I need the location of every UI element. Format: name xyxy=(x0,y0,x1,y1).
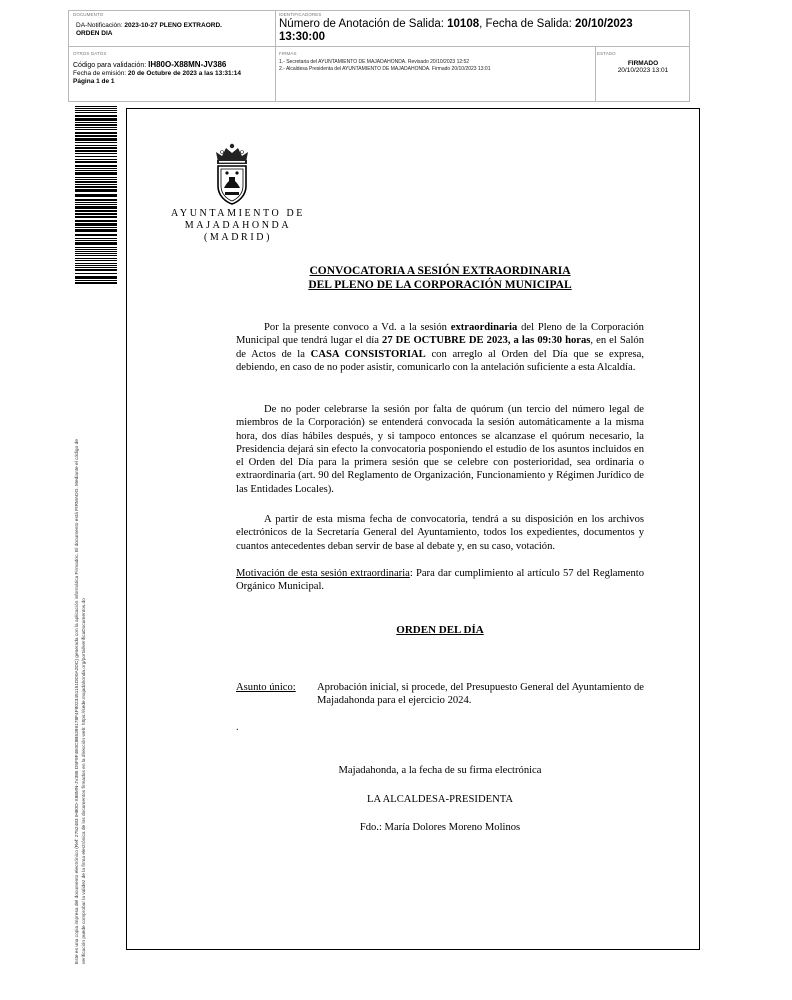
anotacion-fecha: 20/10/2023 xyxy=(575,18,633,30)
identificadores-label: IDENTIFICADORES xyxy=(279,12,322,17)
documento-value: 2023-10-27 PLENO EXTRAORD. xyxy=(124,22,222,29)
estado-status: FIRMADO xyxy=(627,60,659,67)
p1-text-c: del Pleno de la Corporación Municipal que tendrá lugar el día xyxy=(236,322,644,347)
asunto-text: Aprobación inicial, si procede, del Presupuesto General del Ayuntamiento de Majadahonda para el ejercicio 2024. xyxy=(317,682,644,707)
otros-datos-label: OTROS DATOS xyxy=(73,51,107,56)
stray-dot: . xyxy=(236,722,239,733)
firmas-label: FIRMAS xyxy=(279,51,297,56)
title-line-1: CONVOCATORIA A SESIÓN EXTRAORDINARIA xyxy=(309,265,571,277)
otros-datos-cell xyxy=(73,51,273,101)
documento-cell xyxy=(73,12,273,45)
letterhead-line-3: (MADRID) xyxy=(203,232,273,243)
anotacion-hora: 13:30:00 xyxy=(279,30,326,43)
firma-2: 2.- Alcaldesa Presidenta del AYUNTAMIENTO DE MAJADAHONDA. Firmado 20/10/2023 13:01 xyxy=(279,65,491,72)
anotacion-prefix: Número de Anotación de Salida: xyxy=(279,18,448,30)
verification-line-2[interactable]: verificación puede comprobar la validez de la firma electrónica de los documentos firmados en la dirección web: https://sede.majadahonda.org/portal/verificaDocumentos.do xyxy=(82,598,87,964)
p1-text-a: Por la presente convoco a Vd. a la sesión xyxy=(264,322,451,333)
document-title xyxy=(236,264,644,292)
document-metadata-header xyxy=(68,10,690,102)
paragraph-convocatoria xyxy=(236,321,644,374)
letterhead-line-1: AYUNTAMIENTO DE xyxy=(170,208,306,219)
estado-label: ESTADO xyxy=(597,51,616,56)
p1-lugar: CASA CONSISTORIAL xyxy=(310,348,426,360)
documento-line2: ORDEN DIA xyxy=(76,30,113,37)
closing-role: LA ALCALDESA-PRESIDENTA xyxy=(367,794,513,805)
p1-text-g: con arreglo al Orden del Día que se expresa, debiendo, en caso de no poder asistir, comunicarlo con la antelación suficiente a esta Alcaldía. xyxy=(236,348,644,373)
estado-date: 20/10/2023 13:01 xyxy=(617,67,669,74)
p1-text-e: , en el Salón de Actos de la xyxy=(236,335,644,360)
title-line-2: DEL PLENO DE LA CORPORACIÓN MUNICIPAL xyxy=(308,279,572,291)
verification-side-text xyxy=(74,294,88,964)
closing-place: Majadahonda, a la fecha de su firma electrónica xyxy=(338,765,542,776)
paragraph-expedientes: A partir de esta misma fecha de convocatoria, tendrá a su disposición en los archivos electrónicos de la Secretaría General del Ayuntamiento, todos los expedientes, documentos y cuantos antecedentes deban servir de base al debate y, en su caso, votación. xyxy=(236,514,644,552)
orden-del-dia-heading: ORDEN DEL DÍA xyxy=(396,624,484,636)
documento-label: DOCUMENTO xyxy=(73,12,104,17)
letterhead-line-2: MAJADAHONDA xyxy=(184,220,292,231)
codigo-prefix: Código para validación: xyxy=(73,62,149,69)
p1-fecha-hora: 27 DE OCTUBRE DE 2023, a las 09:30 horas xyxy=(382,335,591,347)
motivacion-text: : Para dar cumplimiento al artículo 57 del Reglamento Orgánico Municipal. xyxy=(236,568,644,593)
anotacion-middle: , Fecha de Salida: xyxy=(479,18,576,30)
estado-cell xyxy=(597,51,689,101)
closing-signer: Fdo.: María Dolores Moreno Molinos xyxy=(359,822,521,833)
motivacion-label: Motivación de esta sesión extraordinaria xyxy=(236,568,410,579)
documento-prefix: DA-Notificación: xyxy=(76,22,125,29)
firmas-cell xyxy=(279,51,593,101)
paragraph-motivacion xyxy=(236,567,644,594)
anotacion-numero: 10108 xyxy=(447,18,480,30)
paragraph-quorum: De no poder celebrarse la sesión por falta de quórum (un tercio del número legal de miembros de la Corporación) se entenderá convocada la sesión automáticamente a la misma hora, dos días hábiles después, y si tampoco entonces se alcanzase el quórum necesario, la Presidencia dejará sin efecto la convocatoria posponiendo el estudio de los asuntos incluidos en el Orden del Día para la primera sesión que se celebre con posterioridad, sea ordinaria o extraordinaria (art. 90 del Reglamento de Organización, Funcionamiento y Régimen Jurídico de las Entidades Locales). xyxy=(236,404,644,495)
coat-of-arms-icon xyxy=(210,142,254,206)
verification-line-1: Este es una copia impresa del documento electrónico (Ref: 2752483 IH80O-X88MN-JV386 D5F9F4E0C8B5399178F4F8023451151DD0A2DC) generada con la aplicación informática Firmadoc. El documento está FIRMADO. Mediante el código de xyxy=(75,439,80,964)
p1-sesion-tipo: extraordinaria xyxy=(450,322,518,333)
firma-1: 1.- Secretaria del AYUNTAMIENTO DE MAJADAHONDA. Revisado 20/10/2023 12:52 xyxy=(279,59,470,65)
barcode xyxy=(75,106,117,284)
emision-prefix: Fecha de emisión: xyxy=(73,70,128,77)
asunto-label: Asunto único: xyxy=(236,682,296,693)
pagina-indicator: Página 1 de 1 xyxy=(73,78,115,85)
letterhead xyxy=(170,208,306,244)
identificadores-cell xyxy=(279,12,689,45)
emision-value: 20 de Octubre de 2023 a las 13:31:14 xyxy=(127,70,242,77)
codigo-validacion[interactable]: IH80O-X88MN-JV386 xyxy=(148,60,227,69)
